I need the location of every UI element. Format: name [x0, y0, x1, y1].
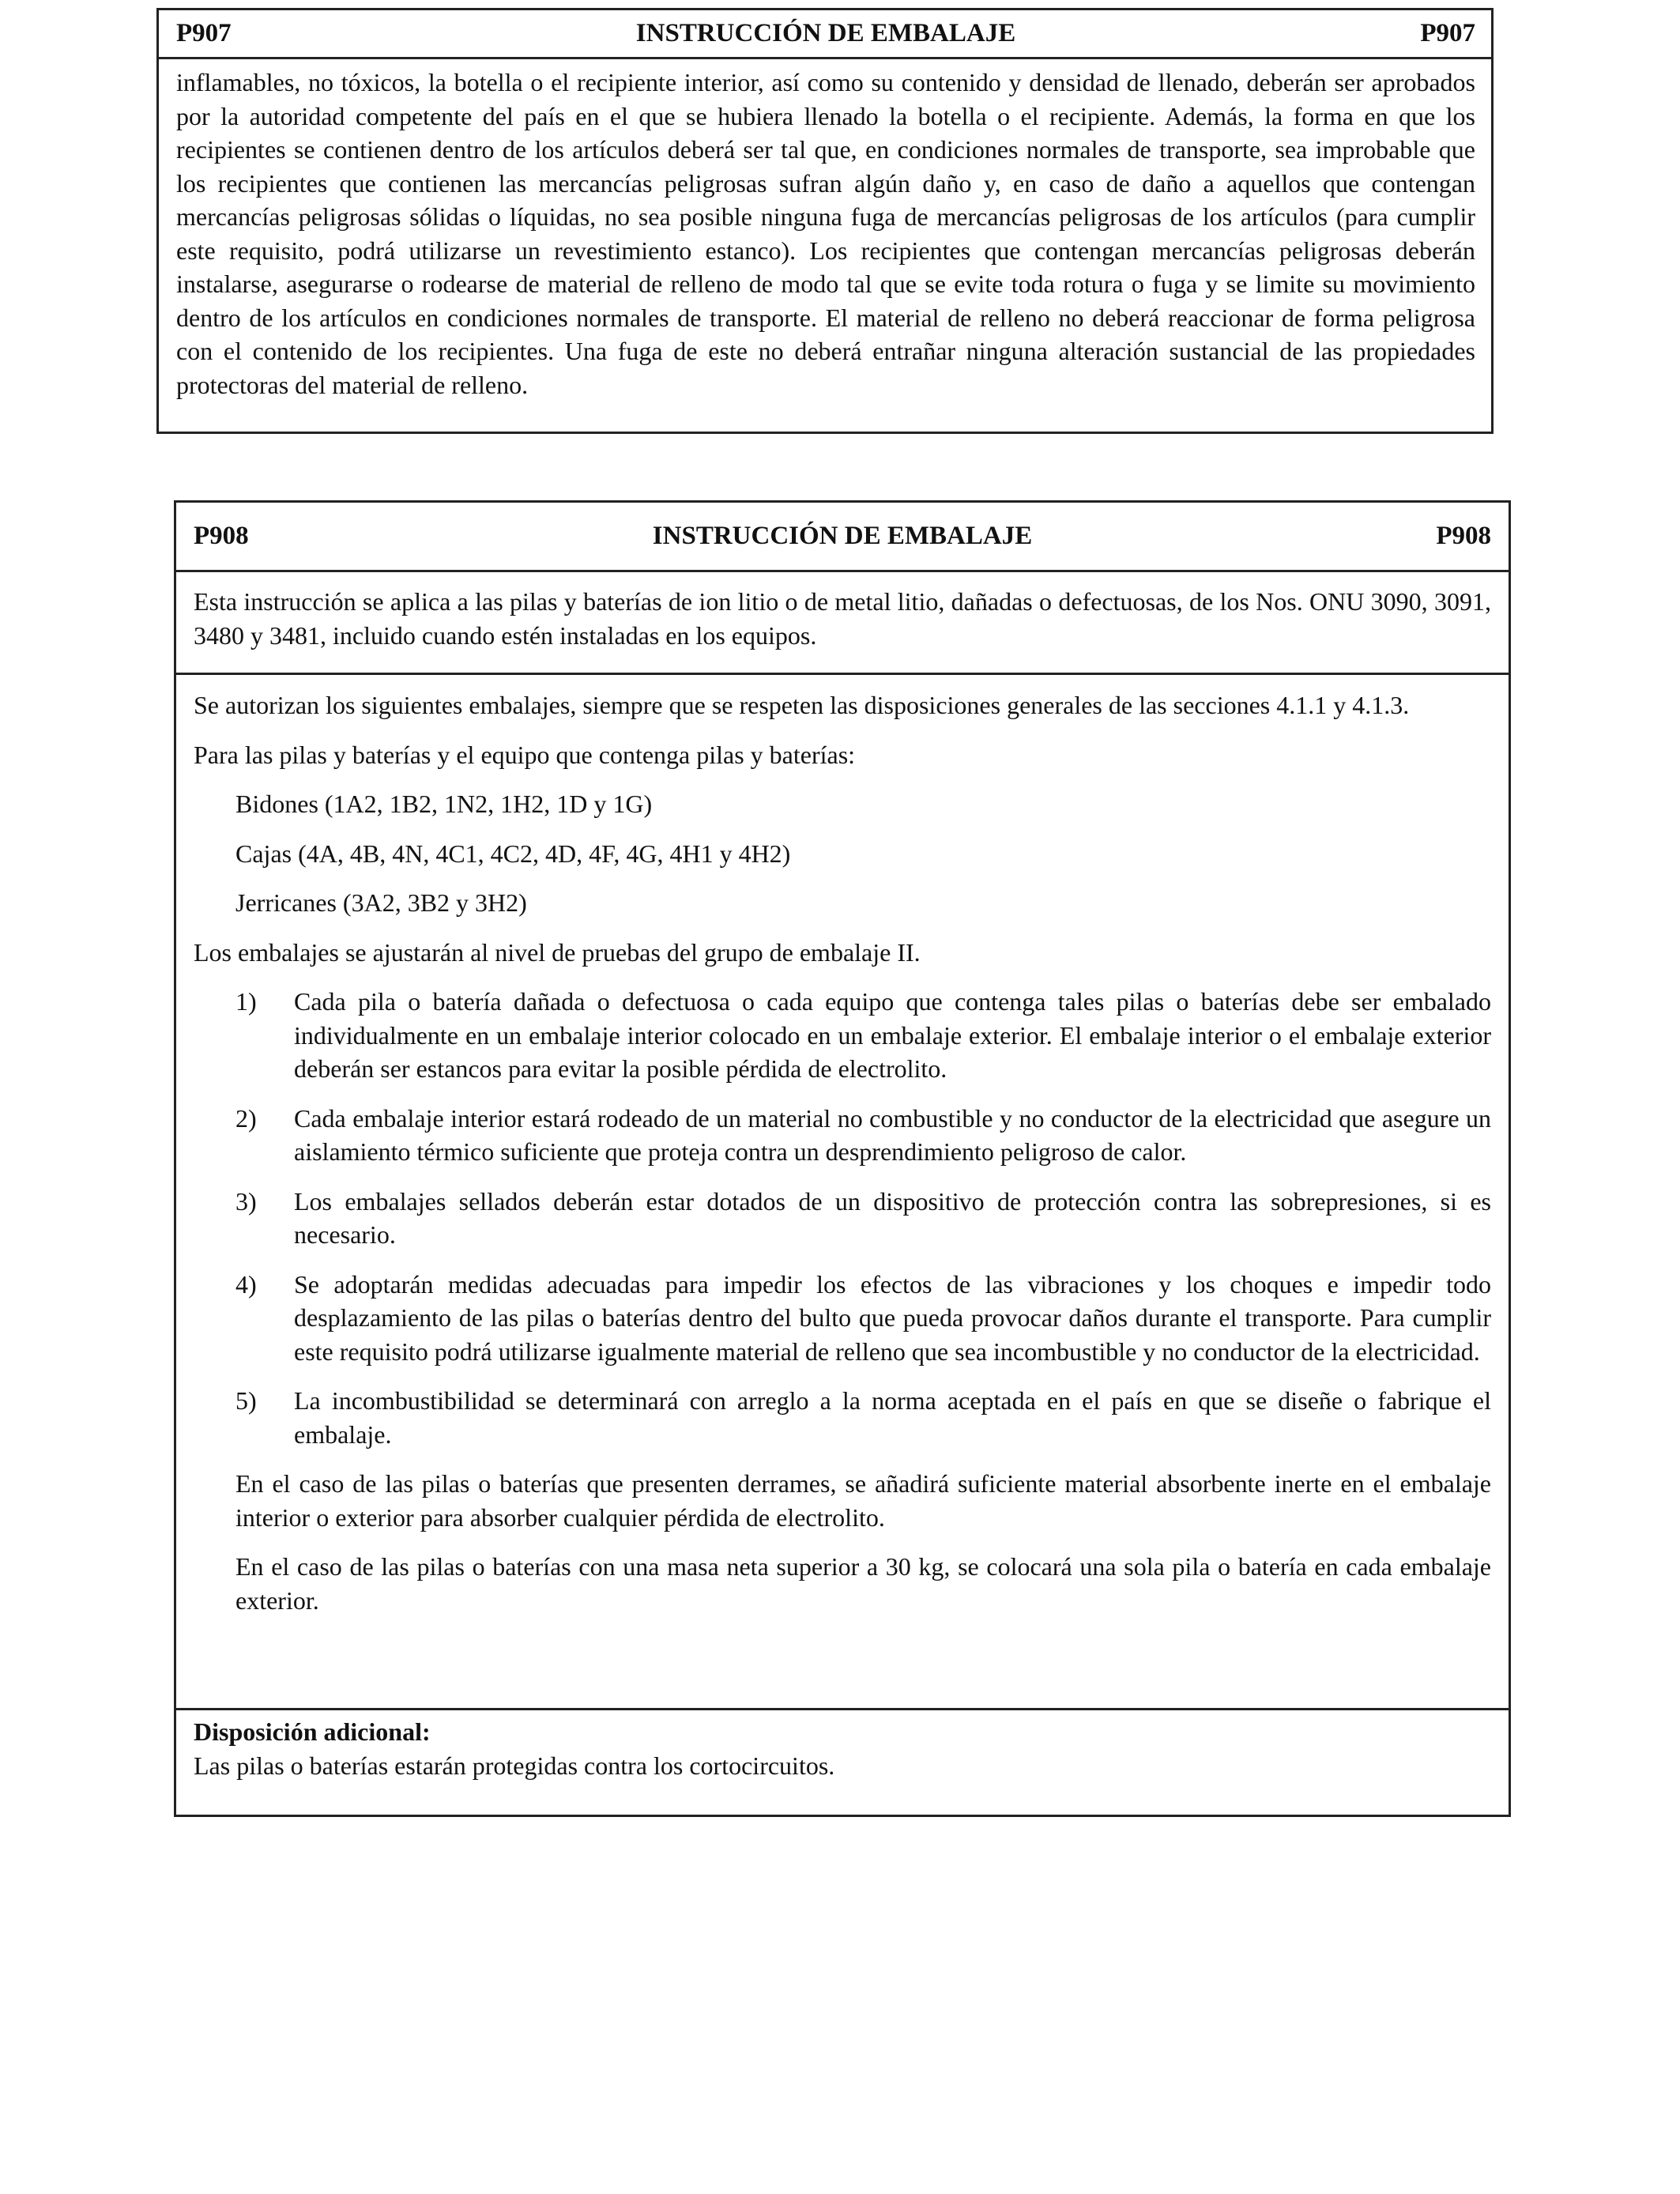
p907-code-left: P907 — [176, 19, 232, 47]
list-item — [235, 1185, 1491, 1252]
list-item-number: 1) — [235, 987, 257, 1016]
additional-provision-text: Las pilas o baterías estarán protegidas contra los cortocircuitos. — [194, 1751, 835, 1780]
list-item-number: 5) — [235, 1386, 257, 1415]
additional-provision-heading: Disposición adicional: — [194, 1717, 431, 1746]
leak-note: En el caso de las pilas o baterías que presenten derrames, se añadirá suficiente material absorbente inerte en el embalaje interior o exterior para absorber cualquier pérdida de electrolito. — [235, 1469, 1491, 1532]
list-item-text: Se adoptarán medidas adecuadas para impedir los efectos de las vibraciones y los choques e impedir todo desplazamiento de las pilas o baterías dentro del bulto que pueda provocar daños durante el transporte. Para cumplir este requisito podrá utilizarse igualmente material de relleno que sea incombustible y no conductor de la electricidad. — [294, 1269, 1491, 1366]
cells-batteries-intro: Para las pilas y baterías y el equipo que contenga pilas y baterías: — [194, 740, 856, 769]
test-level-text: Los embalajes se ajustarán al nivel de pruebas del grupo de embalaje II. — [194, 937, 921, 967]
packing-instruction-p908 — [174, 500, 1511, 1817]
list-item-number: 2) — [235, 1103, 257, 1133]
packaging-jerricans: Jerricanes (3A2, 3B2 y 3H2) — [235, 888, 527, 917]
list-item — [235, 1102, 1491, 1169]
mass-note: En el caso de las pilas o baterías con una masa neta superior a 30 kg, se colocará una sola pila o batería en cada embalaje exterior. — [235, 1552, 1491, 1615]
p907-code-right: P907 — [1420, 19, 1475, 47]
packing-instruction-p907 — [156, 8, 1494, 434]
p908-scope-text: Esta instrucción se aplica a las pilas y baterías de ion litio o de metal litio, dañadas o defectuosas, de los Nos. ONU 3090, 3091, 3480 y 3481, incluido cuando estén instaladas en los equipos. — [194, 587, 1491, 650]
list-item — [235, 1384, 1491, 1451]
list-item-text: La incombustibilidad se determinará con arreglo a la norma aceptada en el país en que se diseñe o fabrique el embalaje. — [294, 1386, 1491, 1449]
p907-header — [159, 10, 1491, 59]
p908-code-right: P908 — [1436, 522, 1491, 550]
p908-title: INSTRUCCIÓN DE EMBALAJE — [652, 522, 1033, 550]
p908-scope-section — [176, 572, 1509, 675]
list-item-number: 3) — [235, 1186, 257, 1216]
list-item-text: Los embalajes sellados deberán estar dotados de un dispositivo de protección contra las sobrepresiones, si es necesario. — [294, 1186, 1491, 1249]
list-item-text: Cada pila o batería dañada o defectuosa o cada equipo que contenga tales pilas o baterías debe ser embalado individualmente en un embalaje interior colocado en un embalaje exterior. El embalaje interior o el embalaje exterior deberán ser estancos para evitar la posible pérdida de electrolito. — [294, 987, 1491, 1083]
p907-title: INSTRUCCIÓN DE EMBALAJE — [635, 19, 1016, 47]
p908-packagings-section — [176, 675, 1509, 1710]
p908-additional-provision-section — [176, 1710, 1509, 1782]
authorized-packagings-text: Se autorizan los siguientes embalajes, siempre que se respeten las disposiciones generales de las secciones 4.1.1 y 4.1.3. — [194, 691, 1410, 719]
list-item — [235, 1268, 1491, 1369]
packaging-boxes: Cajas (4A, 4B, 4N, 4C1, 4C2, 4D, 4F, 4G, 4H1 y 4H2) — [235, 839, 791, 868]
list-item-text: Cada embalaje interior estará rodeado de un material no combustible y no conductor de la electricidad que asegure un aislamiento térmico suficiente que proteja contra un desprendimiento peligroso de calor. — [294, 1103, 1491, 1166]
p908-code-left: P908 — [194, 522, 249, 550]
packaging-drums: Bidones (1A2, 1B2, 1N2, 1H2, 1D y 1G) — [235, 790, 653, 818]
p907-body-text: inflamables, no tóxicos, la botella o el recipiente interior, así como su contenido y densidad de llenado, deberán ser aprobados por la autoridad competente del país en el que se hubiera llenado la botella o el recipiente. Además, la forma en que los recipientes se contienen dentro de los artículos deberá ser tal que, en condiciones normales de transporte, sea improbable que los recipientes que contienen las mercancías peligrosas sufran algún daño y, en caso de daño a aquellos que contengan mercancías peligrosas sólidas o líquidas, no sea posible ninguna fuga de mercancías peligrosas de los artículos (para cumplir este requisito, podrá utilizarse un revestimiento estanco). Los recipientes que contengan mercancías peligrosas deberán instalarse, asegurarse o rodearse de material de relleno de modo tal que se evite toda rotura o fuga y se limite su movimiento dentro de los artículos en condiciones normales de transporte. El material de relleno no deberá reaccionar de forma peligrosa con el contenido de los recipientes. Una fuga de este no deberá entrañar ninguna alteración sustancial de las propiedades protectoras del material de relleno. — [176, 68, 1475, 399]
list-item-number: 4) — [235, 1269, 257, 1299]
p908-header — [176, 503, 1509, 572]
list-item — [235, 985, 1491, 1086]
